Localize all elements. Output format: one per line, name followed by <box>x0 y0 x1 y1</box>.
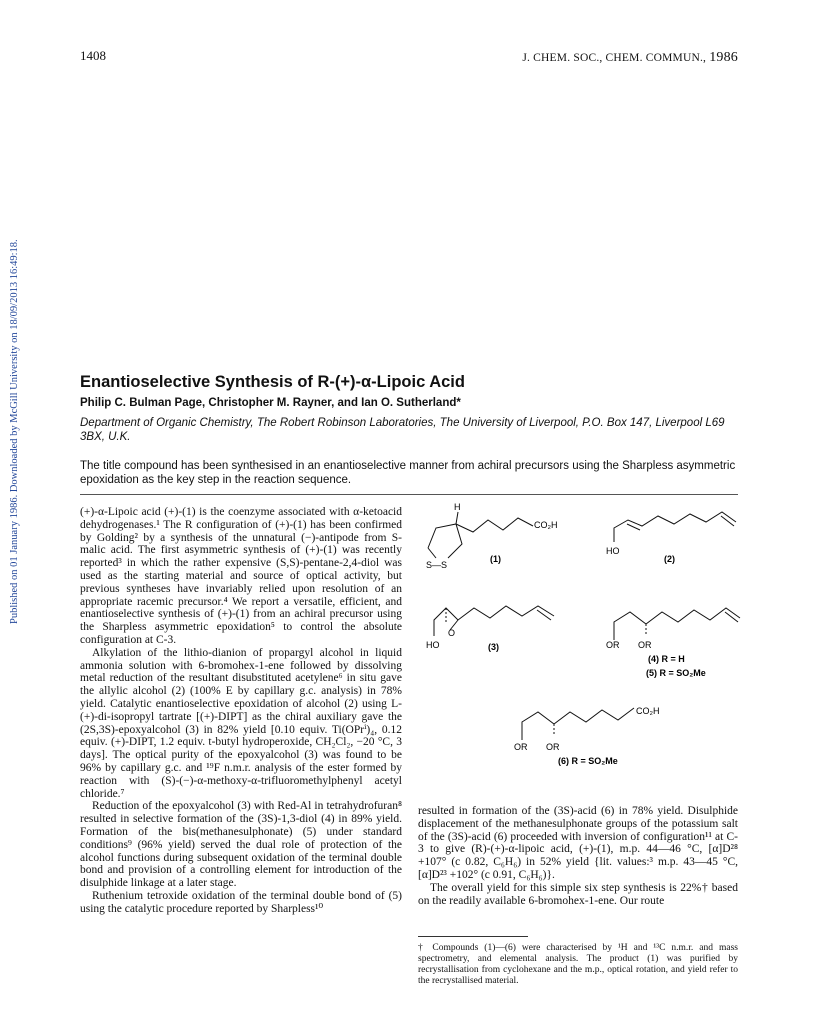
paragraph: (+)-α-Lipoic acid (+)-(1) is the coenzyme associated with α-ketoacid dehydrogenases.¹ The R configuration of (+)-(1) has been confirmed by Golding² by a synthesis of the unnatural (−)-antipode from S-malic acid. The first asymmetric synthesis of (+)-(1) was recently reported³ in which the rather expensive (S,S)-pentane-2,4-diol was used as the starting material and source of optical activity, but previous syntheses have invariably relied upon resolution of an appropriate racemic precursor.⁴ We report a versatile, efficient, and enantioselective synthesis of (+)-(1) from an achiral precursor using the Sharpless asymmetric epoxidation⁵ to control the absolute configuration at C-3. <box>80 506 402 646</box>
chemical-structures <box>418 500 748 800</box>
journal-header <box>522 50 738 66</box>
paragraph: The overall yield for this simple six step synthesis is 22%† based on the readily available 6-bromohex-1-ene. Our route <box>418 881 738 907</box>
journal-name: J. CHEM. SOC., CHEM. COMMUN., <box>522 52 707 64</box>
article-title: Enantioselective Synthesis of R-(+)-α-Lipoic Acid <box>80 373 465 391</box>
page-number: 1408 <box>80 48 106 63</box>
article-authors: Philip C. Bulman Page, Christopher M. Rayner, and Ian O. Sutherland* <box>80 397 461 409</box>
s3-label: (3) <box>488 642 499 652</box>
journal-year: 1986 <box>709 50 738 65</box>
structure-4-5 <box>614 608 740 640</box>
s45-or2-atom: OR <box>638 640 652 650</box>
right-column <box>418 805 738 907</box>
structure-2 <box>614 512 736 542</box>
paragraph: resulted in formation of the (3S)-acid (6) in 78% yield. Disulphide displacement of the methanesulphonate groups of the potassium salt of the (3S)-acid (6) proceeded with inversion of configuration¹¹ at C-3 to give (R)-(+)-α-lipoic acid, (+)-(1), m.p. 44—46 °C, [α]D²⁸ +107° (c 0.82, C₆H₆) in 52% yield {lit. values:³ m.p. 43—45 °C, [α]D²³ +102° (c 0.91, C₆H₆)}. <box>418 805 738 881</box>
left-column <box>80 506 402 916</box>
s1-co2h-atom: CO₂H <box>534 520 558 530</box>
s2-label: (2) <box>664 554 675 564</box>
s1-h-atom: H <box>454 502 461 512</box>
paragraph: Ruthenium tetroxide oxidation of the terminal double bond of (5) using the catalytic procedure reported by Sharpless¹⁰ <box>80 889 402 915</box>
s3-ho-atom: HO <box>426 640 440 650</box>
s6-or1-atom: OR <box>514 742 528 752</box>
footnote-divider <box>418 936 528 937</box>
download-stamp[interactable]: Published on 01 January 1986. Downloaded by McGill University on 18/09/2013 16:49:18. <box>9 239 20 624</box>
s45-or1-atom: OR <box>606 640 620 650</box>
article-abstract: The title compound has been synthesised in an enantioselective manner from achiral precursors using the Sharpless asymmetric epoxidation as the key step in the reaction sequence. <box>80 460 736 486</box>
s3-o-atom: O <box>448 628 456 638</box>
footnote: † Compounds (1)—(6) were characterised by ¹H and ¹³C n.m.r. and mass spectrometry, and elemental analysis. The product (1) was purified by recrystallisation from cyclohexane and the m.p., optical rotation, and yield refer to the recrystallised material. <box>418 943 738 986</box>
structure-6 <box>522 708 634 740</box>
s2-ho-atom: HO <box>606 546 620 556</box>
abstract-divider <box>80 494 738 495</box>
s6-or2-atom: OR <box>546 742 560 752</box>
s4-label: (4) R = H <box>648 654 685 664</box>
s1-label: (1) <box>490 554 501 564</box>
s5-label: (5) R = SO₂Me <box>646 668 706 678</box>
s6-co2h-atom: CO₂H <box>636 706 660 716</box>
paragraph: Reduction of the epoxyalcohol (3) with Red-Al in tetrahydrofuran⁸ resulted in selective formation of the (3S)-1,3-diol (4) in 89% yield. Formation of the bis(methanesulphonate) (5) under standard conditions⁹ (96% yield) served the dual role of protection of the alcohol functions during subsequent oxidation of the terminal double bond and provision of a controlling element for introduction of the disulphide linkage at a later stage. <box>80 800 402 890</box>
s1-disulfide-atoms: S—S <box>426 560 448 570</box>
s6-label: (6) R = SO₂Me <box>558 756 618 766</box>
paragraph: Alkylation of the lithio-dianion of propargyl alcohol in liquid ammonia solution with 6-bromohex-1-ene followed by dissolving metal reduction of the resultant disubstituted acetylene⁶ in situ gave the allylic alcohol (2) (100% E by capillary g.c. analysis) in 78% yield. Catalytic enantioselective epoxidation of alcohol (2) using L-(+)-di-isopropyl tartrate [(+)-DIPT] as the chiral auxiliary gave the (2S,3S)-epoxyalcohol (3) in 82% yield [0.10 equiv. Ti(OPrⁱ)₄, 0.12 equiv. (+)-DIPT, 1.2 equiv. t-butyl hydroperoxide, CH₂Cl₂, −20 °C, 3 days]. The optical purity of the epoxyalcohol (3) was found to be 96% by capillary g.c. and ¹⁹F n.m.r. analysis of the ester formed by reaction with (S)-(−)-α-methoxy-α-trifluoromethylphenyl acetyl chloride.⁷ <box>80 646 402 800</box>
structure-1 <box>428 512 533 558</box>
article-affiliation: Department of Organic Chemistry, The Robert Robinson Laboratories, The University of Liverpool, P.O. Box 147, Liverpool L69 3BX, U.K. <box>80 417 725 443</box>
